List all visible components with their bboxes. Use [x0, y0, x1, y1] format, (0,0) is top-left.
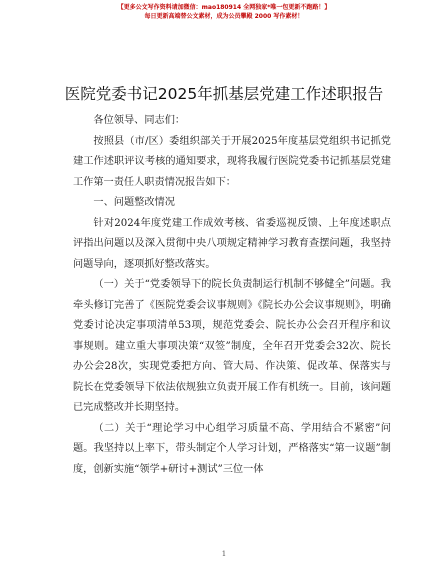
promo-banner-line-1: 【更多公文写作资料请加微信：mao180914 全网独家*唯一包更新不跑路！】 [117, 4, 331, 11]
section-heading: 一、问题整改情况 [93, 197, 175, 208]
page-number: 1 [221, 550, 227, 558]
section-paragraph: 针对2024年度党建工作成效考核、省委巡视反馈、上年度述职点评指出问题以及深入贯彻中央八项规定精神学习教育查摆问题，我坚持问题导向，逐项抓好整改落实。 [73, 217, 391, 270]
document-title: 医院党委书记2025年抓基层党建工作述职报告 [64, 85, 384, 103]
issue-paragraph-1: （一）关于“党委领导下的院长负责制运行机制不够健全”问题。我牵头修订完善了《医院党委会议事规则》《院长办公会议事规则》，明确党委讨论决定事项清单53项，规范党委会、院长办公会召开程序和议事规则。建立重大事项决策“双签”制度，全年召开党委会32次、院长办公会28次，实现党委把方向、管大局、作决策、促改革、保落实与院长在党委领导下依法依规独立负责开展工作有机统一。目前，该问题已完成整改并长期坚持。 [73, 279, 391, 413]
issue-paragraph-2: （二）关于“理论学习中心组学习质量不高、学用结合不紧密”问题。我坚持以上率下，带头制定个人学习计划，严格落实“第一议题”制度，创新实施“领学+研讨+测试”三位一体 [73, 422, 391, 475]
promo-banner-line-2: 每日更新高端替公文素材，成为公员攀殿 2000 写作素材！ [144, 13, 304, 20]
salutation: 各位领导、同志们： [93, 115, 186, 126]
intro-paragraph: 按照县（市/区）委组织部关于开展2025年度基层党组织书记抓党建工作述职评议考核的通知要求，现将我履行医院党委书记抓基层党建工作第一责任人职责情况报告如下： [73, 135, 391, 188]
document-body [73, 111, 391, 480]
